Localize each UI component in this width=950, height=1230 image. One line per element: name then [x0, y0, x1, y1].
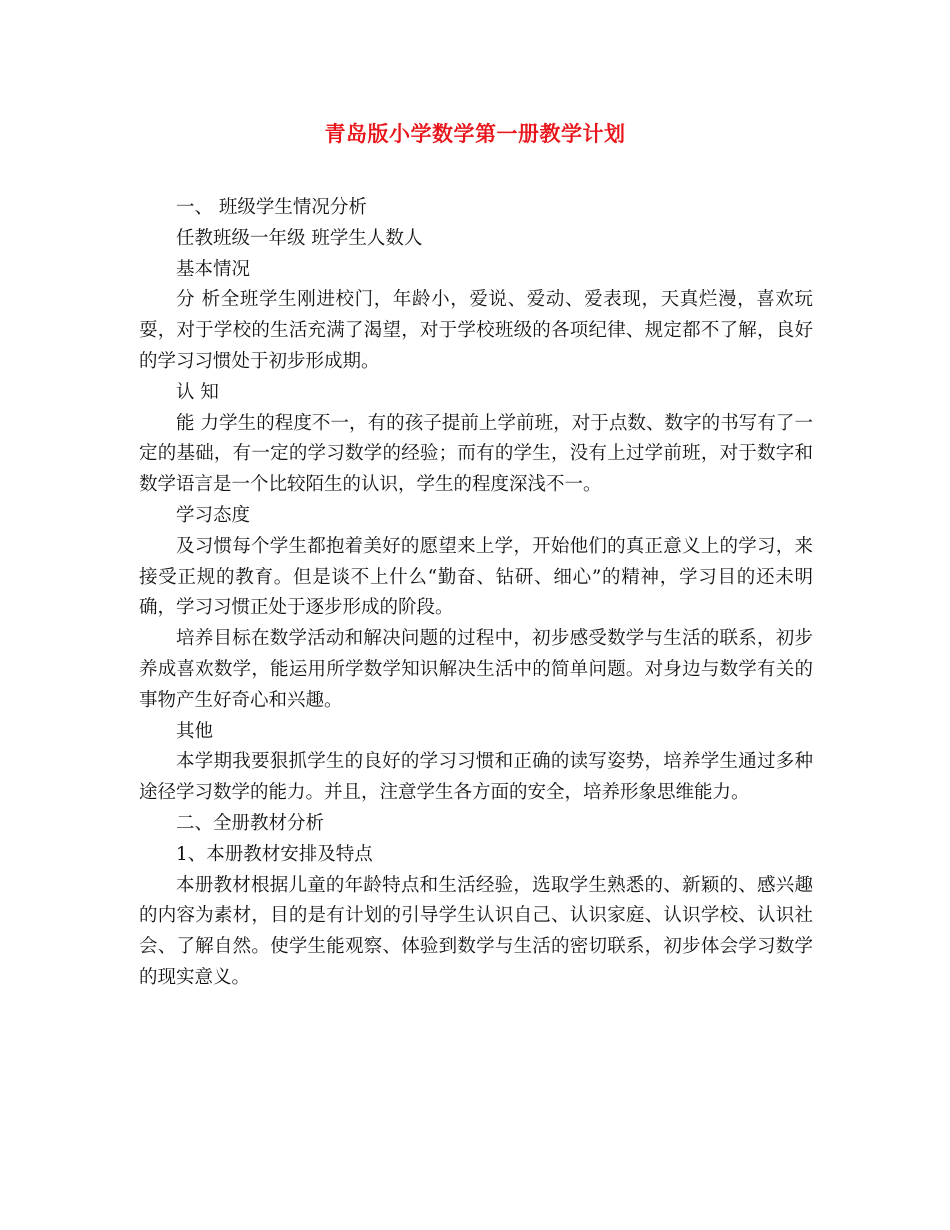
subheading-other: 其他: [176, 720, 214, 742]
section-heading-class-analysis: 一、 班级学生情况分析: [176, 197, 367, 218]
subheading-textbook-features: 1、本册教材安排及特点: [176, 843, 373, 865]
paragraph-ability: 能 力学生的程度不一，有的孩子提前上学前班，对于点数、数字的书写有了一定的基础，有一定的学习数学的经验；而有的学生，没有上过学前班，对于数字和数学语言是一个比较陌生的认识，学生的程度深浅不一。: [139, 412, 813, 496]
paragraph-basic-analysis: 分 析全班学生刚进校门，年龄小，爱说、爱动、爱表现，天真烂漫，喜欢玩耍，对于学校的生活充满了渴望，对于学校班级的各项纪律、规定都不了解，良好的学习习惯处于初步形成期。: [139, 289, 813, 372]
subheading-basic-situation: 基本情况: [176, 258, 251, 280]
section-heading-textbook-analysis: 二、全册教材分析: [176, 812, 325, 834]
document-body: [139, 193, 813, 994]
document-title: 青岛版小学数学第一册教学计划: [324, 122, 626, 146]
subheading-learning-attitude: 学习态度: [176, 504, 251, 526]
paragraph-textbook-description: 本册教材根据儿童的年龄特点和生活经验，选取学生熟悉的、新颖的、感兴趣的内容为素材，目的是有计划的引导学生认识自己、认识家庭、认识学校、认识社会、了解自然。使学生能观察、体验到数学与生活的密切联系，初步体会学习数学的现实意义。: [139, 874, 813, 988]
paragraph-training-goals: 培养目标在数学活动和解决问题的过程中，初步感受数学与生活的联系，初步养成喜欢数学，能运用所学数学知识解决生活中的简单问题。对身边与数学有关的事物产生好奇心和兴趣。: [139, 628, 813, 711]
paragraph-class-info: 任教班级一年级 班学生人数人: [176, 227, 423, 249]
paragraph-habits: 及习惯每个学生都抱着美好的愿望来上学，开始他们的真正意义上的学习，来接受正规的教育。但是谈不上什么“勤奋、钻研、细心”的精神，学习目的还未明确，学习习惯正处于逐步形成的阶段。: [139, 535, 813, 619]
subheading-cognition: 认 知: [176, 381, 219, 403]
paragraph-other: 本学期我要狠抓学生的良好的学习习惯和正确的读写姿势，培养学生通过多种途径学习数学的能力。并且，注意学生各方面的安全，培养形象思维能力。: [139, 751, 813, 804]
